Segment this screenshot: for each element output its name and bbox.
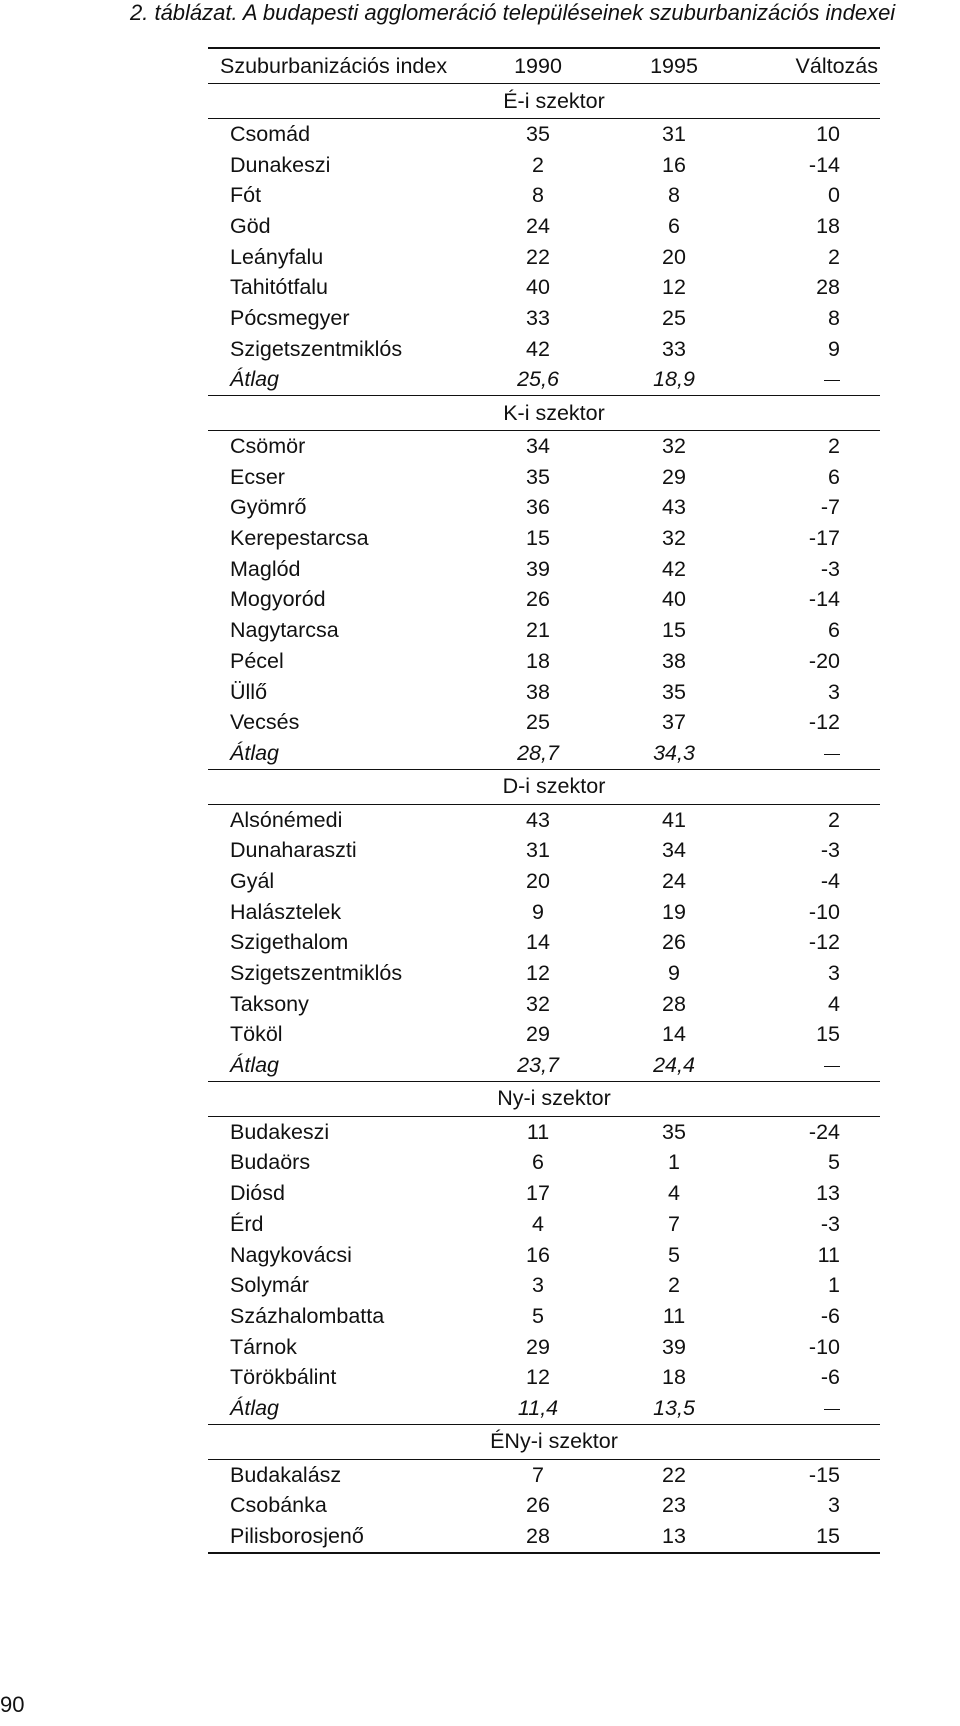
header-1990: 1990 (514, 53, 562, 78)
value-1995: 4 (668, 1181, 680, 1206)
value-change: -17 (808, 526, 840, 551)
table-row (208, 835, 880, 866)
value-change: -7 (820, 495, 840, 520)
value-change: 11 (817, 1242, 840, 1267)
table-row (208, 1117, 880, 1148)
value-change: 8 (828, 305, 840, 330)
average-1990: 11,4 (517, 1395, 559, 1420)
table-row (208, 805, 880, 836)
value-1990: 20 (526, 868, 550, 893)
value-1990: 26 (526, 1493, 550, 1518)
value-1990: 18 (526, 648, 550, 673)
sector-heading: ÉNy-i szektor (208, 1425, 880, 1460)
table-row (208, 554, 880, 585)
value-change: -3 (820, 556, 840, 581)
value-1990: 2 (532, 152, 544, 177)
value-change: 3 (828, 679, 840, 704)
table-row (208, 1301, 880, 1332)
table-header-row (208, 49, 880, 84)
settlement-name: Csobánka (230, 1493, 327, 1518)
table-row (208, 272, 880, 303)
value-1990: 40 (526, 275, 550, 300)
table-row (208, 211, 880, 242)
settlement-name: Pilisborosjenő (230, 1524, 364, 1549)
value-change: -14 (808, 587, 840, 612)
value-change: 13 (816, 1181, 840, 1206)
settlement-name: Ecser (230, 464, 285, 489)
table-row (208, 1148, 880, 1179)
value-change: 18 (816, 213, 840, 238)
table-row (208, 1332, 880, 1363)
value-change: 2 (828, 244, 840, 269)
value-change: -10 (808, 899, 840, 924)
header-1995: 1995 (650, 53, 698, 78)
settlement-name: Taksony (230, 991, 309, 1016)
value-1995: 39 (662, 1334, 686, 1359)
table-row (208, 1240, 880, 1271)
table-row (208, 989, 880, 1020)
table-row (208, 958, 880, 989)
value-change: -15 (808, 1462, 840, 1487)
header-index: Szuburbanizációs index (220, 53, 448, 78)
value-change: 9 (828, 336, 840, 361)
value-1995: 31 (662, 121, 686, 146)
table-row (208, 1270, 880, 1301)
value-1995: 12 (662, 275, 686, 300)
value-1990: 42 (526, 336, 550, 361)
value-1990: 15 (526, 526, 550, 551)
value-1995: 28 (662, 991, 686, 1016)
value-1990: 38 (526, 679, 550, 704)
value-1990: 8 (532, 183, 544, 208)
table-row (208, 180, 880, 211)
value-1990: 25 (526, 710, 550, 735)
dash-mark (824, 1066, 840, 1067)
value-change: 6 (828, 618, 840, 643)
settlement-name: Budaörs (230, 1150, 311, 1175)
average-row (208, 738, 880, 770)
header-change: Változás (795, 53, 878, 78)
settlement-name: Diósd (230, 1181, 285, 1206)
value-1990: 31 (526, 838, 550, 863)
value-1995: 9 (668, 961, 680, 986)
settlement-name: Pécel (230, 648, 284, 673)
value-1995: 35 (662, 679, 686, 704)
value-1995: 8 (668, 183, 680, 208)
settlement-name: Dunakeszi (230, 152, 331, 177)
value-1995: 22 (662, 1462, 686, 1487)
table-row (208, 150, 880, 181)
table-caption: 2. táblázat. A budapesti agglomeráció településeinek szuburbanizációs indexei (130, 0, 896, 25)
value-1990: 3 (532, 1273, 544, 1298)
value-1995: 20 (662, 244, 686, 269)
table-row (208, 1491, 880, 1522)
value-1995: 33 (662, 336, 686, 361)
value-1990: 33 (526, 305, 550, 330)
sector-heading: É-i szektor (208, 84, 880, 119)
average-1995: 24,4 (653, 1053, 695, 1078)
value-1990: 17 (526, 1181, 550, 1206)
table-row (208, 866, 880, 897)
value-1995: 37 (662, 710, 686, 735)
value-1995: 32 (662, 526, 686, 551)
value-1995: 29 (662, 464, 686, 489)
average-row (208, 1393, 880, 1425)
value-change: 1 (828, 1273, 840, 1298)
value-1990: 28 (526, 1524, 550, 1549)
value-1995: 24 (662, 868, 686, 893)
value-1995: 23 (662, 1493, 686, 1518)
value-change: -12 (808, 930, 840, 955)
value-change: -20 (808, 648, 840, 673)
table-row (208, 897, 880, 928)
value-change: 15 (816, 1022, 840, 1047)
value-1995: 6 (668, 213, 680, 238)
value-change: 4 (828, 991, 840, 1016)
table-row (208, 1209, 880, 1240)
table-row (208, 523, 880, 554)
value-change: 15 (816, 1524, 840, 1549)
table-row (208, 1521, 880, 1552)
settlement-name: Leányfalu (230, 244, 324, 269)
value-1990: 21 (526, 618, 550, 643)
value-1995: 40 (662, 587, 686, 612)
sector-heading: K-i szektor (208, 396, 880, 431)
value-1995: 2 (668, 1273, 680, 1298)
settlement-name: Gyál (230, 868, 275, 893)
value-change: 6 (828, 464, 840, 489)
settlement-name: Maglód (230, 556, 301, 581)
settlement-name: Tahitótfalu (230, 275, 329, 300)
page-number: 90 (0, 1692, 25, 1717)
value-1990: 5 (532, 1303, 544, 1328)
value-1990: 35 (526, 464, 550, 489)
value-1990: 36 (526, 495, 550, 520)
average-1995: 34,3 (653, 740, 695, 765)
settlement-name: Szigetszentmiklós (230, 961, 403, 986)
table-row (208, 303, 880, 334)
table-row (208, 1178, 880, 1209)
settlement-name: Üllő (230, 679, 268, 704)
value-1995: 41 (662, 807, 686, 832)
settlement-name: Alsónémedi (230, 807, 343, 832)
value-1990: 39 (526, 556, 550, 581)
settlement-name: Göd (230, 213, 271, 238)
value-1990: 32 (526, 991, 550, 1016)
value-1990: 35 (526, 121, 550, 146)
table-row (208, 119, 880, 150)
value-1990: 6 (532, 1150, 544, 1175)
settlement-name: Dunaharaszti (230, 838, 357, 863)
value-change: -12 (808, 710, 840, 735)
value-1995: 7 (668, 1211, 680, 1236)
settlement-name: Budakeszi (230, 1119, 330, 1144)
settlement-name: Vecsés (230, 710, 300, 735)
value-1995: 15 (662, 618, 686, 643)
value-change: 28 (816, 275, 840, 300)
value-1995: 11 (662, 1303, 686, 1328)
table-row (208, 615, 880, 646)
value-1990: 29 (526, 1022, 550, 1047)
value-1990: 29 (526, 1334, 550, 1359)
average-change-dash (742, 741, 880, 766)
value-1995: 13 (662, 1524, 686, 1549)
value-1995: 16 (662, 152, 686, 177)
table-row (208, 242, 880, 273)
value-1990: 22 (526, 244, 550, 269)
dash-mark (824, 1409, 840, 1410)
table-row (208, 334, 880, 365)
average-label: Átlag (230, 740, 280, 765)
average-1995: 18,9 (653, 367, 695, 392)
table-body (208, 84, 880, 1552)
value-change: 3 (828, 961, 840, 986)
average-1995: 13,5 (653, 1395, 695, 1420)
value-1990: 11 (526, 1119, 550, 1144)
value-1995: 18 (662, 1365, 686, 1390)
value-1990: 34 (526, 434, 550, 459)
average-1990: 25,6 (517, 367, 559, 392)
value-change: 3 (828, 1493, 840, 1518)
value-1995: 1 (668, 1150, 680, 1175)
value-change: -4 (820, 868, 840, 893)
settlement-name: Solymár (230, 1273, 309, 1298)
value-1990: 4 (532, 1211, 544, 1236)
value-1995: 42 (662, 556, 686, 581)
value-change: -14 (808, 152, 840, 177)
table-row (208, 707, 880, 738)
sector-heading: Ny-i szektor (208, 1082, 880, 1117)
value-change: -3 (820, 838, 840, 863)
settlement-name: Kerepestarcsa (230, 526, 369, 551)
value-change: -10 (808, 1334, 840, 1359)
value-1990: 9 (532, 899, 544, 924)
dash-mark (824, 380, 840, 381)
value-1990: 14 (526, 930, 550, 955)
average-row (208, 365, 880, 397)
value-1995: 32 (662, 434, 686, 459)
average-row (208, 1050, 880, 1082)
settlement-name: Fót (230, 183, 262, 208)
suburbanization-table (208, 47, 880, 1554)
average-change-dash (742, 367, 880, 392)
settlement-name: Mogyoród (230, 587, 326, 612)
table-row (208, 431, 880, 462)
value-change: 2 (828, 434, 840, 459)
value-1995: 5 (668, 1242, 680, 1267)
table-row (208, 1020, 880, 1051)
value-1990: 26 (526, 587, 550, 612)
value-change: -6 (820, 1365, 840, 1390)
value-change: 10 (816, 121, 840, 146)
dash-mark (824, 754, 840, 755)
average-1990: 28,7 (517, 740, 559, 765)
settlement-name: Százhalombatta (230, 1303, 385, 1328)
value-change: 0 (828, 183, 840, 208)
average-change-dash (742, 1053, 880, 1078)
sector-heading: D-i szektor (208, 770, 880, 805)
settlement-name: Pócsmegyer (230, 305, 350, 330)
value-change: 5 (828, 1150, 840, 1175)
settlement-name: Nagykovácsi (230, 1242, 352, 1267)
settlement-name: Szigetszentmiklós (230, 336, 403, 361)
settlement-name: Nagytarcsa (230, 618, 339, 643)
value-1990: 24 (526, 213, 550, 238)
value-1995: 25 (662, 305, 686, 330)
value-1990: 12 (526, 961, 550, 986)
value-1990: 16 (526, 1242, 550, 1267)
settlement-name: Tárnok (230, 1334, 297, 1359)
value-change: -6 (820, 1303, 840, 1328)
settlement-name: Érd (230, 1211, 264, 1236)
average-label: Átlag (230, 1395, 280, 1420)
settlement-name: Szigethalom (230, 930, 349, 955)
value-change: -3 (820, 1211, 840, 1236)
table-row (208, 646, 880, 677)
value-1995: 35 (662, 1119, 686, 1144)
table-row (208, 493, 880, 524)
value-1990: 43 (526, 807, 550, 832)
settlement-name: Csömör (230, 434, 306, 459)
value-1995: 34 (662, 838, 686, 863)
average-label: Átlag (230, 1053, 280, 1078)
table-row (208, 1460, 880, 1491)
table-row (208, 928, 880, 959)
table-row (208, 677, 880, 708)
average-change-dash (742, 1396, 880, 1421)
value-1990: 12 (526, 1365, 550, 1390)
table-row (208, 585, 880, 616)
settlement-name: Halásztelek (230, 899, 342, 924)
value-1995: 43 (662, 495, 686, 520)
table-row (208, 462, 880, 493)
settlement-name: Törökbálint (230, 1365, 337, 1390)
value-1995: 26 (662, 930, 686, 955)
settlement-name: Csomád (230, 121, 311, 146)
settlement-name: Tököl (230, 1022, 283, 1047)
average-1990: 23,7 (517, 1053, 559, 1078)
settlement-name: Budakalász (230, 1462, 342, 1487)
value-1995: 14 (662, 1022, 686, 1047)
settlement-name: Gyömrő (230, 495, 307, 520)
value-change: -24 (808, 1119, 840, 1144)
value-1995: 19 (662, 899, 686, 924)
value-change: 2 (828, 807, 840, 832)
table-row (208, 1362, 880, 1393)
value-1990: 7 (532, 1462, 544, 1487)
average-label: Átlag (230, 367, 280, 392)
value-1995: 38 (662, 648, 686, 673)
